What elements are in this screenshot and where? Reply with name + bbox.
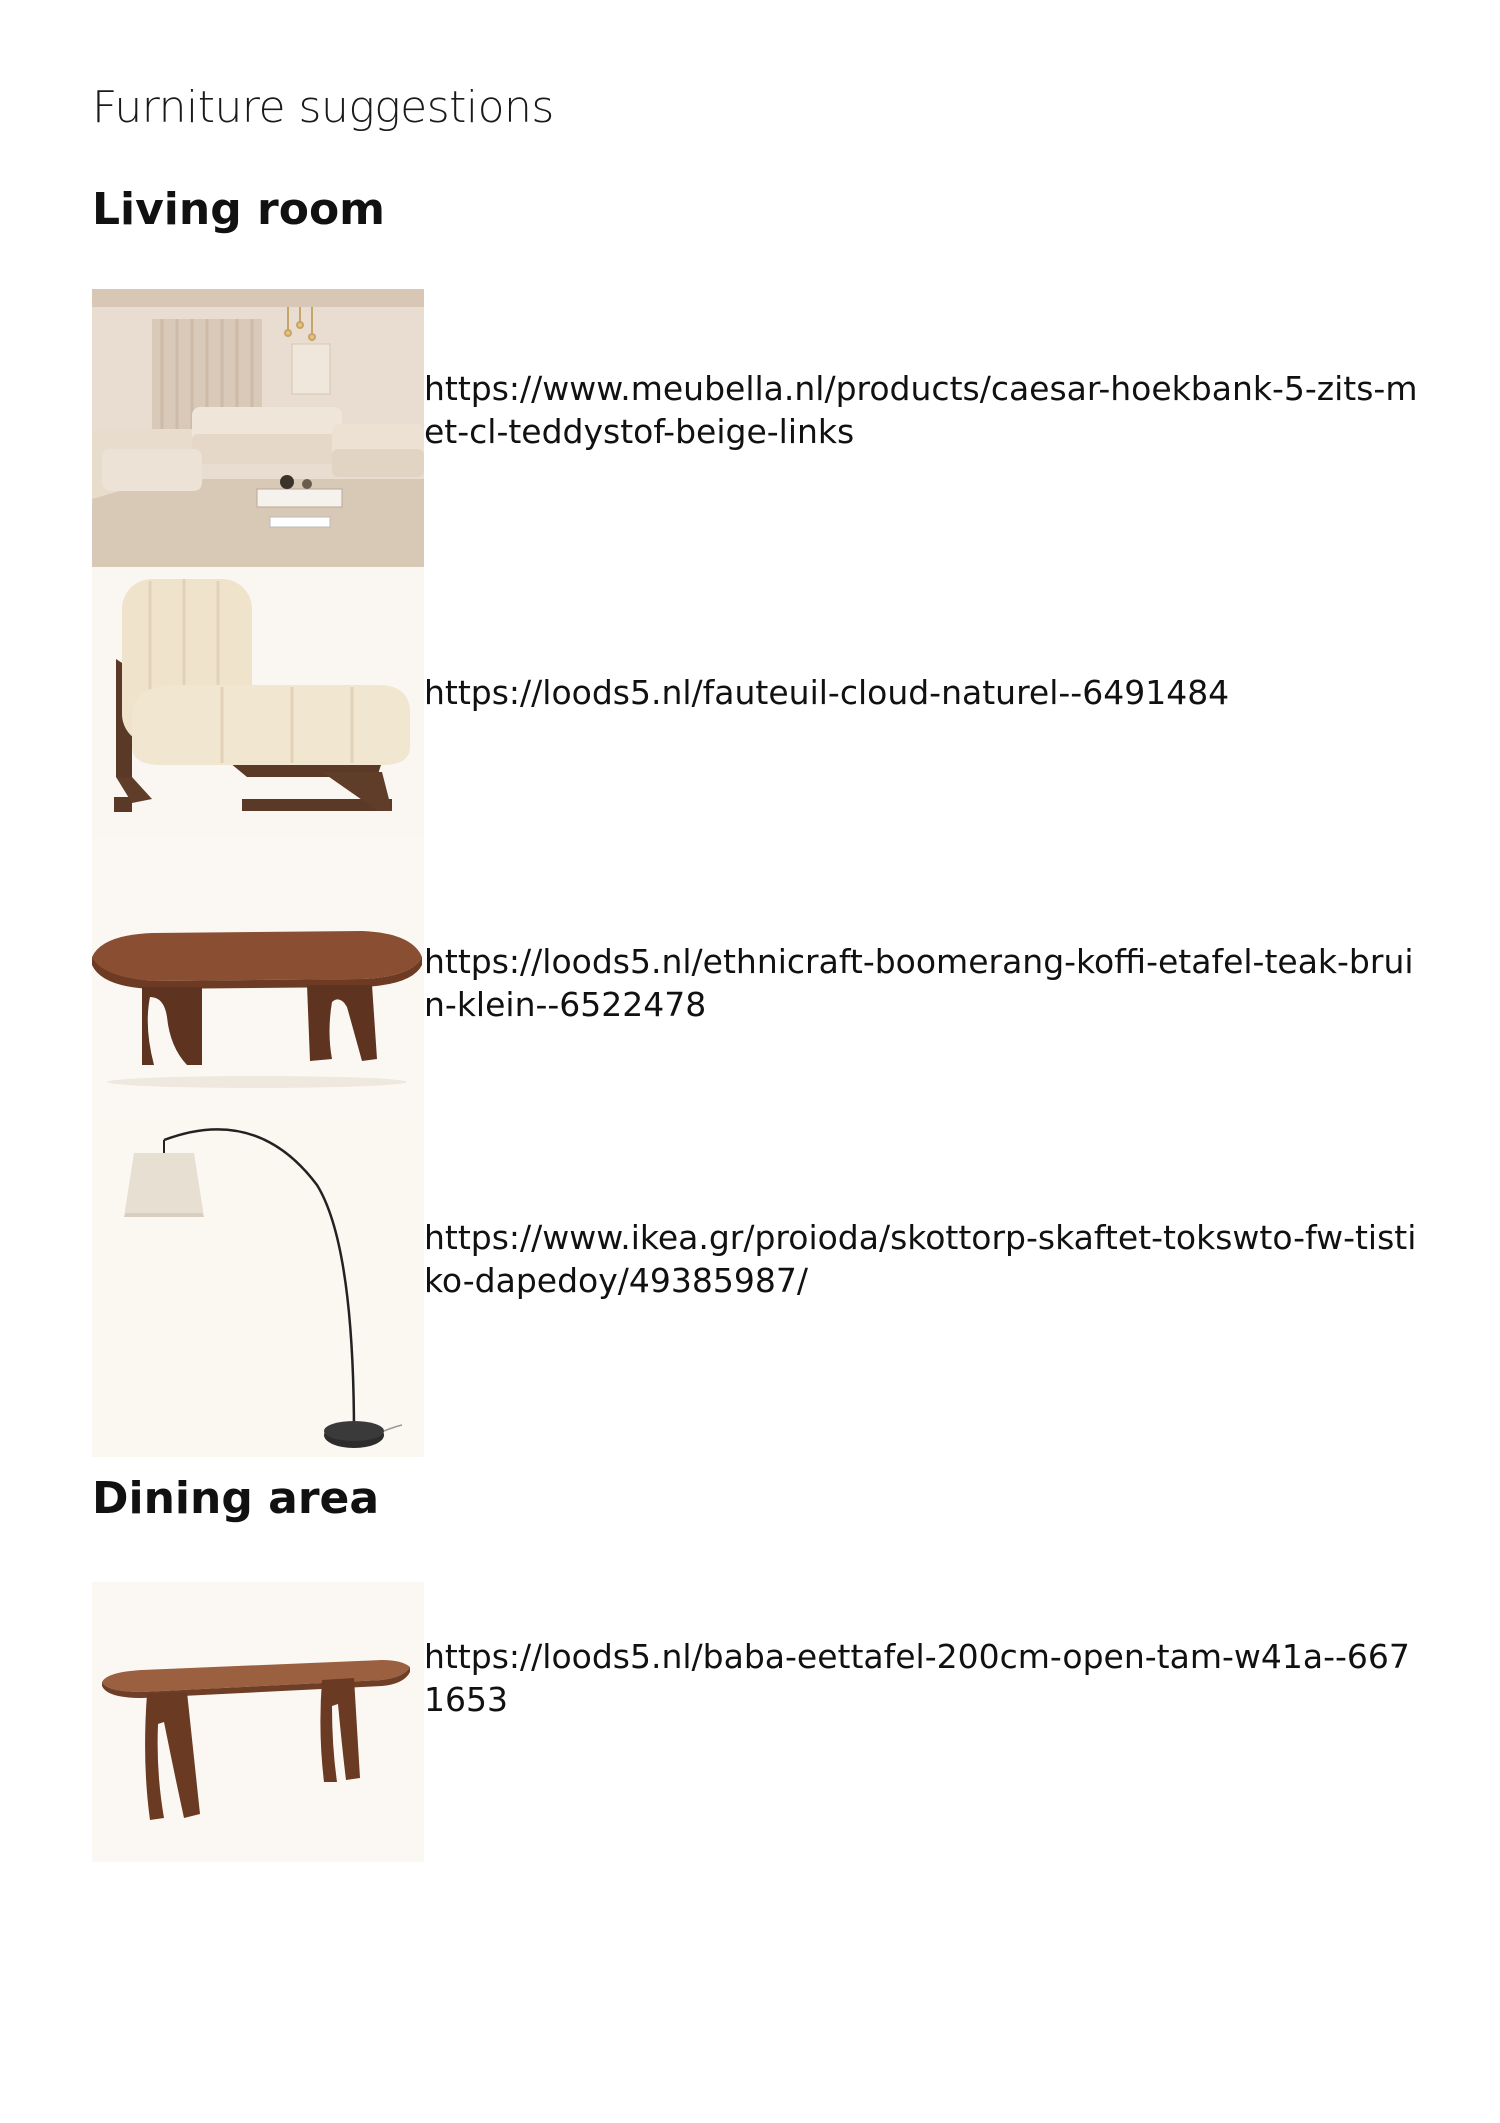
corner-sofa-link[interactable]: https://www.meubella.nl/products/caesar-hoekbank-5-zits-met-cl-teddystof-beige-links [424,369,1418,451]
floor-lamp-image [92,1105,424,1457]
section-heading-dining-area: Dining area [92,1473,380,1524]
coffee-table-link[interactable]: https://loods5.nl/ethnicraft-boomerang-koffi-etafel-teak-bruin-klein--6522478 [424,942,1414,1024]
floor-lamp-photo-icon [92,1105,424,1457]
armchair-photo-icon [92,567,424,837]
coffee-table-photo-icon [92,837,424,1105]
section-heading-living-room: Living room [92,184,386,235]
armchair-image [92,567,424,837]
corner-sofa-photo-icon [92,289,424,567]
dining-table-image [92,1582,424,1862]
document-title: Furniture suggestions [92,82,554,133]
corner-sofa-image [92,289,424,567]
armchair-link[interactable]: https://loods5.nl/fauteuil-cloud-naturel--6491484 [424,673,1230,712]
dining-table-link[interactable]: https://loods5.nl/baba-eettafel-200cm-open-tam-w41a--6671653 [424,1637,1410,1719]
floor-lamp-link[interactable]: https://www.ikea.gr/proioda/skottorp-skaftet-tokswto-fw-tistiko-dapedoy/49385987/ [424,1218,1417,1300]
dining-table-photo-icon [92,1582,424,1862]
coffee-table-image [92,837,424,1105]
